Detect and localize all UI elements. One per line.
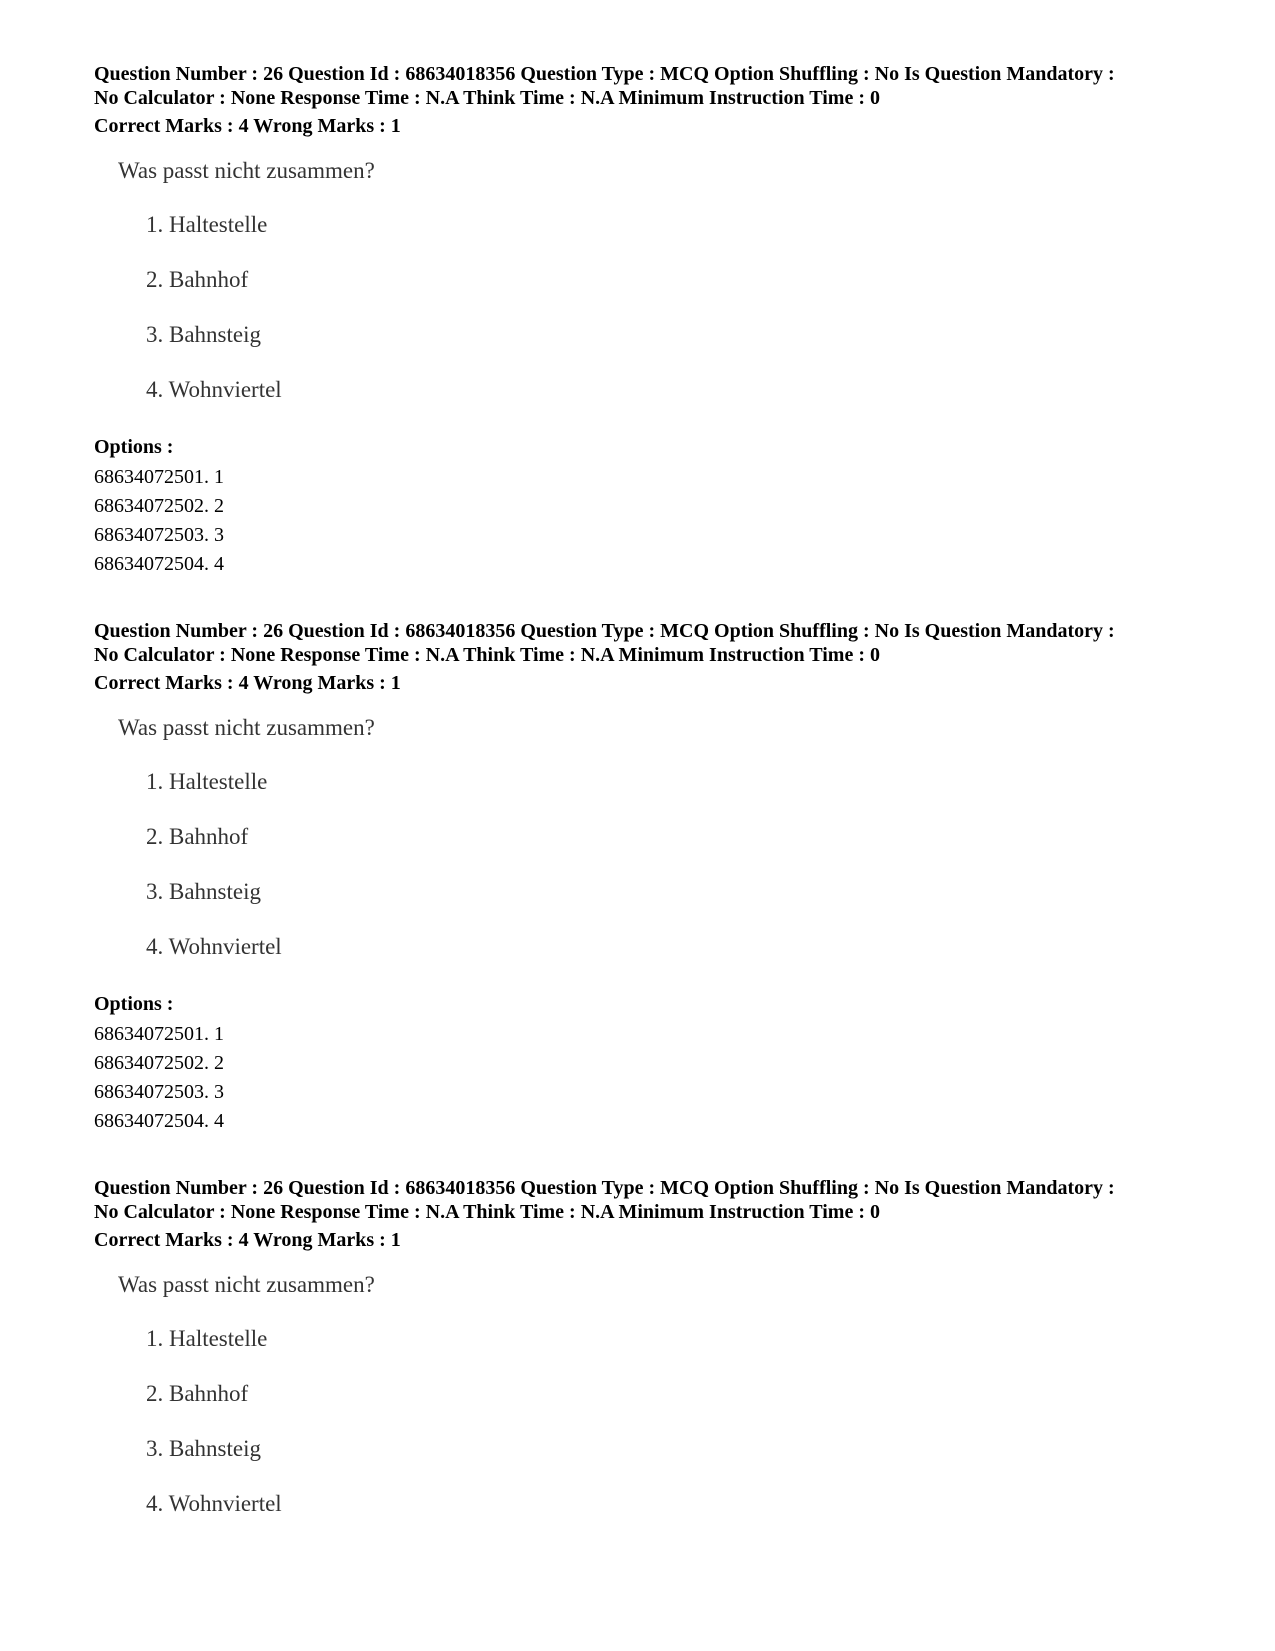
choice-item: 3. Bahnsteig [146, 879, 261, 904]
choice-item: 2. Bahnhof [146, 1381, 249, 1406]
question-meta-line-2: No Calculator : None Response Time : N.A Think Time : N.A Minimum Instruction Time : 0 [94, 1201, 880, 1223]
question-block-1 [94, 62, 1194, 579]
option-item: 68634072503. 3 [94, 524, 224, 546]
question-marks: Correct Marks : 4 Wrong Marks : 1 [94, 1229, 401, 1251]
choice-item: 4. Wohnviertel [146, 934, 282, 959]
question-block-2 [94, 619, 1194, 1136]
choice-item: 3. Bahnsteig [146, 322, 261, 347]
question-block-3 [94, 1176, 1194, 1519]
question-meta-line-2: No Calculator : None Response Time : N.A Think Time : N.A Minimum Instruction Time : 0 [94, 644, 880, 666]
question-marks: Correct Marks : 4 Wrong Marks : 1 [94, 115, 401, 137]
choice-item: 3. Bahnsteig [146, 1436, 261, 1461]
block-spacer [94, 1136, 1194, 1176]
option-list [94, 1020, 1194, 1136]
choice-list [146, 767, 1194, 962]
option-item: 68634072501. 1 [94, 466, 224, 488]
question-prompt: Was passt nicht zusammen? [118, 715, 375, 740]
question-content [118, 156, 1194, 405]
question-marks: Correct Marks : 4 Wrong Marks : 1 [94, 672, 401, 694]
option-item: 68634072502. 2 [94, 1052, 224, 1074]
options-label: Options : [94, 993, 174, 1015]
choice-item: 1. Haltestelle [146, 212, 268, 237]
question-prompt: Was passt nicht zusammen? [118, 158, 375, 183]
option-item: 68634072501. 1 [94, 1023, 224, 1045]
choice-list [146, 1324, 1194, 1519]
question-meta-line-1: Question Number : 26 Question Id : 68634018356 Question Type : MCQ Option Shuffling : No Is Question Mandatory : [94, 1177, 1115, 1199]
question-prompt: Was passt nicht zusammen? [118, 1272, 375, 1297]
choice-list [146, 210, 1194, 405]
choice-item: 1. Haltestelle [146, 769, 268, 794]
choice-item: 4. Wohnviertel [146, 377, 282, 402]
block-spacer [94, 579, 1194, 619]
question-meta-line-2: No Calculator : None Response Time : N.A Think Time : N.A Minimum Instruction Time : 0 [94, 87, 880, 109]
option-list [94, 463, 1194, 579]
question-content [118, 1270, 1194, 1519]
option-item: 68634072504. 4 [94, 553, 224, 575]
options-label: Options : [94, 436, 174, 458]
question-content [118, 713, 1194, 962]
question-meta-line-1: Question Number : 26 Question Id : 68634018356 Question Type : MCQ Option Shuffling : No Is Question Mandatory : [94, 620, 1115, 642]
document-page [94, 62, 1194, 1519]
option-item: 68634072502. 2 [94, 495, 224, 517]
option-item: 68634072503. 3 [94, 1081, 224, 1103]
question-meta-line-1: Question Number : 26 Question Id : 68634018356 Question Type : MCQ Option Shuffling : No Is Question Mandatory : [94, 63, 1115, 85]
choice-item: 4. Wohnviertel [146, 1491, 282, 1516]
option-item: 68634072504. 4 [94, 1110, 224, 1132]
choice-item: 1. Haltestelle [146, 1326, 268, 1351]
choice-item: 2. Bahnhof [146, 267, 249, 292]
choice-item: 2. Bahnhof [146, 824, 249, 849]
